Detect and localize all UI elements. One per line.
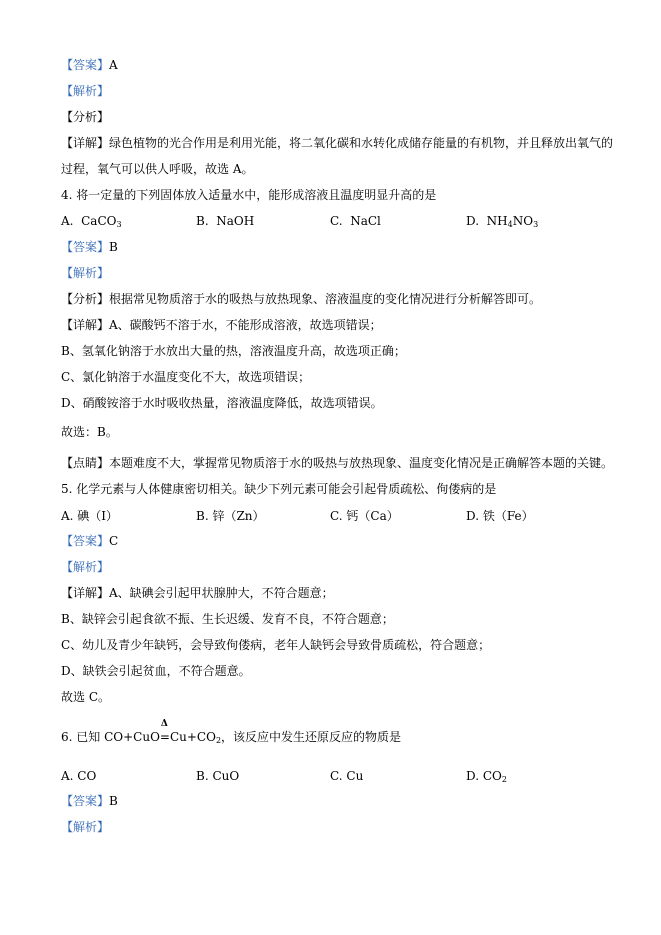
answer-tag: 【答案】	[61, 58, 110, 72]
q5-detail-d: D、缺铁会引起贫血，不符合题意。	[61, 664, 251, 678]
q5-stem: 5. 化学元素与人体健康密切相关。缺少下列元素可能会引起骨质疏松、佝偻病的是	[61, 482, 497, 496]
q5-option-c: C. 钙（Ca）	[330, 509, 399, 523]
q3-fenxi-tag: 【分析】	[61, 110, 110, 124]
q5-detail-b: B、缺锌会引起食欲不振、生长迟缓、发育不良，不符合题意；	[61, 612, 394, 626]
q4-detail-a: 【详解】A、碳酸钙不溶于水，不能形成溶液，故选项错误；	[61, 318, 382, 332]
q4-detail-c: C、氯化钠溶于水温度变化不大，故选项错误；	[61, 370, 311, 384]
q4-option-a: A. CaCO$_3$	[61, 214, 122, 229]
q6-stem: 6. 已知 CO+CuO Δ $=Cu+CO_2$，该反应中发生还原反应的物质是	[61, 719, 402, 745]
q3-detail-line1: 【详解】绿色植物的光合作用是利用光能，将二氧化碳和水转化成储存能量的有机物，并且释放出氧气的	[61, 136, 614, 150]
q4-option-b: B. NaOH	[196, 214, 255, 228]
q6-option-c: C. Cu	[330, 769, 364, 783]
q4-analysis-tag: 【解析】	[61, 266, 110, 280]
q4-detail-b: B、氢氧化钠溶于水放出大量的热，溶液温度升高，故选项正确；	[61, 344, 406, 358]
heating-delta-symbol: Δ	[160, 719, 168, 729]
q5-option-a: A. 碘（I）	[61, 509, 119, 523]
q4-detail-d: D、硝酸铵溶于水时吸收热量，溶液温度降低，故选项错误。	[61, 396, 383, 410]
q4-answer-line: 【答案】B	[61, 240, 118, 254]
q5-choose: 故选 C。	[61, 690, 110, 704]
q5-detail-a: 【详解】A、缺碘会引起甲状腺肿大，不符合题意；	[61, 586, 334, 600]
q5-option-b: B. 锌（Zn）	[196, 509, 265, 523]
q4-fenxi: 【分析】根据常见物质溶于水的吸热与放热现象、溶液温度的变化情况进行分析解答即可。	[61, 292, 542, 306]
q6-option-d: D. $CO_2$	[466, 769, 507, 784]
q3-analysis-tag: 【解析】	[61, 84, 110, 98]
q5-analysis-tag: 【解析】	[61, 560, 110, 574]
q5-answer-line: 【答案】C	[61, 534, 119, 548]
q3-detail-line2: 过程，氧气可以供人呼吸，故选 A。	[61, 162, 254, 176]
q6-option-b: B. CuO	[196, 769, 240, 783]
q6-option-a: A. CO	[61, 769, 97, 783]
q4-dianjing: 【点睛】本题难度不大，掌握常见物质溶于水的吸热与放热现象、温度变化情况是正确解答本题的关键。	[61, 456, 614, 470]
answer-value: A	[109, 58, 118, 72]
q6-analysis-tag: 【解析】	[61, 820, 110, 834]
q4-option-c: C. NaCl	[330, 214, 381, 228]
q4-stem: 4. 将一定量的下列固体放入适量水中，能形成溶液且温度明显升高的是	[61, 188, 437, 202]
q6-answer-line: 【答案】B	[61, 794, 118, 808]
q4-option-d: D. $NH_4NO_3$	[466, 214, 539, 229]
q5-detail-c: C、幼儿及青少年缺钙，会导致佝偻病，老年人缺钙会导致骨质疏松，符合题意；	[61, 638, 491, 652]
q3-answer-line	[61, 57, 118, 73]
q4-choose: 故选：B。	[61, 425, 118, 439]
q5-option-d: D. 铁（Fe）	[466, 509, 534, 523]
